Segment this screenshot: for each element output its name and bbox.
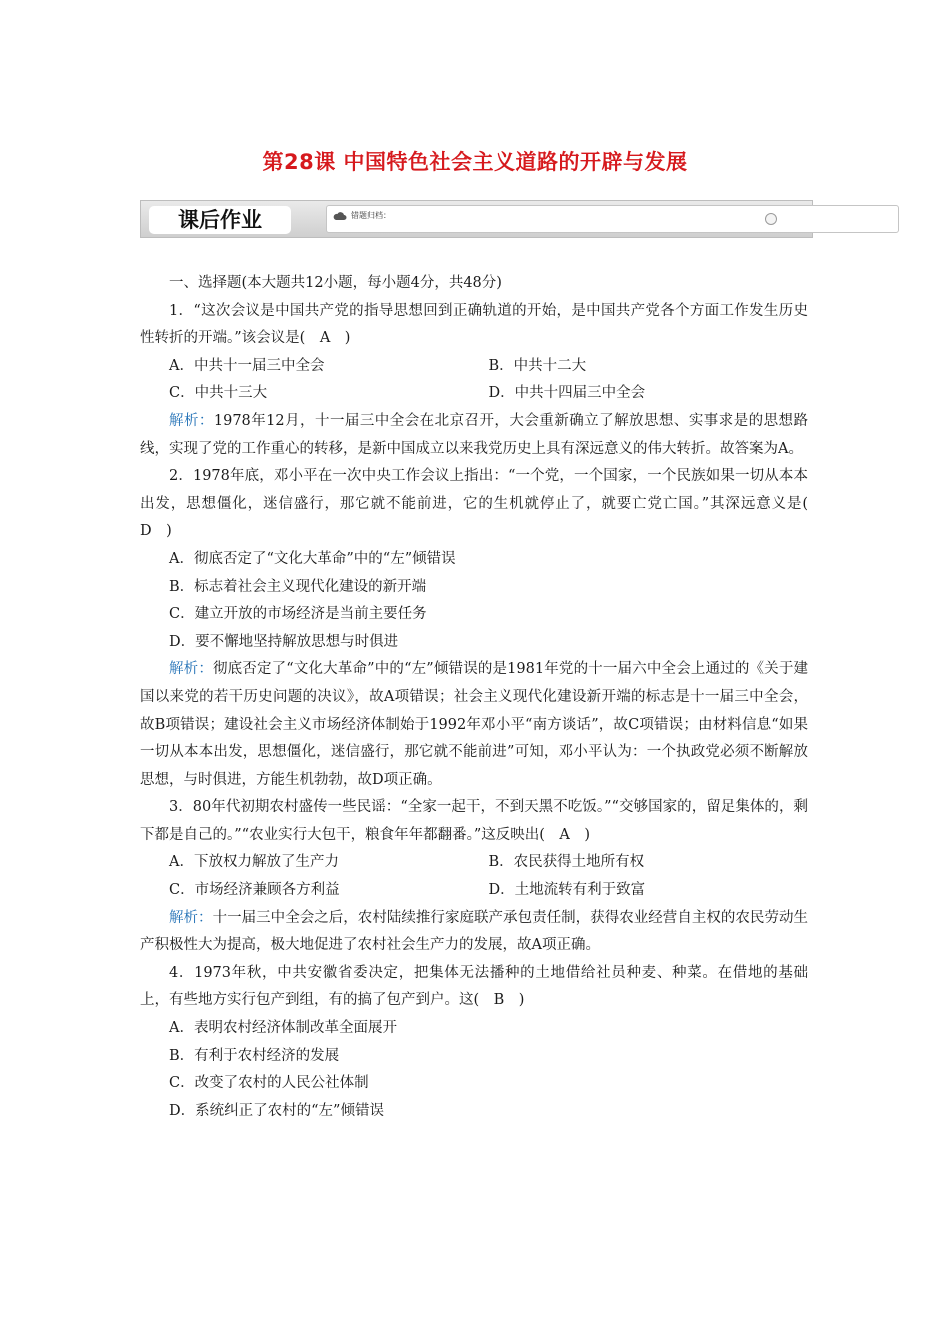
homework-banner	[140, 200, 813, 238]
lesson-title: 第28课 中国特色社会主义道路的开辟与发展	[262, 150, 688, 174]
option-a: A．下放权力解放了生产力	[169, 854, 339, 871]
archive-label: 错题归档：	[351, 211, 391, 220]
option-b: B．农民获得土地所有权	[488, 854, 645, 871]
option-d: D．系统纠正了农村的“左”倾错误	[169, 1102, 384, 1119]
section-heading: 一、选择题(本大题共12小题，每小题4分，共48分)	[169, 275, 502, 291]
option-d: D．要不懈地坚持解放思想与时俱进	[169, 633, 399, 650]
option-c: C．市场经济兼顾各方利益	[169, 882, 340, 899]
option-a: A．表明农村经济体制改革全面展开	[169, 1020, 397, 1037]
option-a: A．彻底否定了“文化大革命”中的“左”倾错误	[169, 550, 456, 567]
option-row	[140, 353, 808, 381]
question-content	[140, 270, 823, 1125]
analysis-text: 彻底否定了“文化大革命”中的“左”倾错误的是1981年党的十一届六中全会上通过的《关于建国以来党的若干历史问题的决议》，故A项错误；社会主义现代化建设新开端的标志是十一届三中全会，故B项错误；建设社会主义市场经济体制始于1992年邓小平“南方谈话”，故C项错误；由材料信息“如果一切从本本出发，思想僵化，迷信盛行，那它就不能前进”可知，邓小平认为：一个执政党必须不断解放思想，与时俱进，方能生机勃勃，故D项正确。	[140, 661, 808, 788]
question-stem: 1．“这次会议是中国共产党的指导思想回到正确轨道的开始，是中国共产党各个方面工作发生历史性转折的开端。”该会议是( A )	[140, 302, 808, 347]
cloud-icon	[333, 211, 347, 221]
option-a: A．中共十一届三中全会	[169, 357, 325, 374]
option-row	[140, 877, 808, 905]
option-d: D．土地流转有利于致富	[488, 882, 646, 899]
option-c: C．改变了农村的人民公社体制	[169, 1075, 369, 1092]
option-row	[140, 380, 808, 408]
analysis-text: 十一届三中全会之后，农村陆续推行家庭联产承包责任制，获得农业经营自主权的农民劳动生产积极性大为提高，极大地促进了农村社会生产力的发展，故A项正确。	[140, 909, 809, 954]
wrong-question-archive-field[interactable]	[326, 205, 899, 233]
analysis-label: 解析：	[169, 661, 213, 678]
analysis-text: 1978年12月，十一届三中全会在北京召开，大会重新确立了解放思想、实事求是的思想路线，实现了党的工作重心的转移，是新中国成立以来我党历史上具有深远意义的伟大转折。故答案为A。	[140, 412, 809, 457]
analysis	[140, 656, 808, 794]
analysis-label: 解析：	[169, 909, 213, 926]
option-b: B．标志着社会主义现代化建设的新开端	[169, 578, 427, 595]
question-stem: 4．1973年秋，中共安徽省委决定，把集体无法播种的土地借给社员种麦、种菜。在借地的基础上，有些地方实行包产到组，有的搞了包产到户。这( B )	[140, 964, 808, 1009]
analysis	[140, 905, 808, 960]
option-c: C．中共十三大	[169, 385, 268, 402]
option-b: B．有利于农村经济的发展	[169, 1047, 340, 1064]
option-b: B．中共十二大	[488, 357, 587, 374]
banner-label: 课后作业	[149, 206, 291, 234]
circle-icon[interactable]	[765, 213, 777, 225]
analysis	[140, 408, 808, 463]
question-stem: 3．80年代初期农村盛传一些民谣：“全家一起干，不到天黑不吃饭。”“交够国家的，留足集体的，剩下都是自己的。”“农业实行大包干，粮食年年都翻番。”这反映出( A )	[140, 799, 808, 843]
option-d: D．中共十四届三中全会	[488, 385, 646, 402]
analysis-label: 解析：	[169, 412, 214, 429]
option-row	[140, 849, 808, 877]
question-stem: 2．1978年底，邓小平在一次中央工作会议上指出：“一个党，一个国家，一个民族如果一切从本本出发，思想僵化，迷信盛行，那它就不能前进，它的生机就停止了，就要亡党亡国。”其深远意义是( D )	[140, 468, 823, 540]
option-c: C．建立开放的市场经济是当前主要任务	[169, 606, 427, 623]
